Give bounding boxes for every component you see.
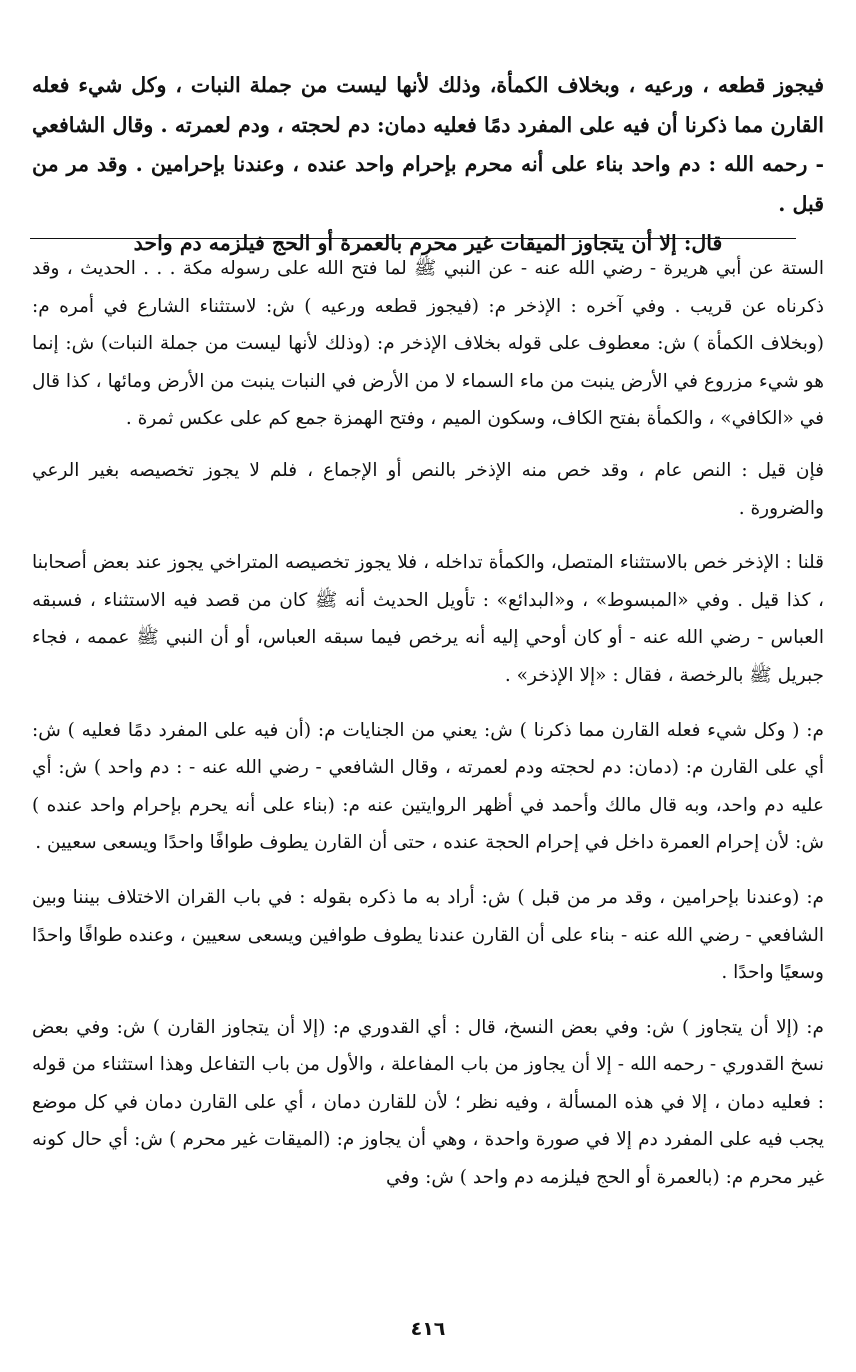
commentary-paragraph-6: م: (إلا أن يتجاوز ) ش: وفي بعض النسخ، قال : أي القدوري م: (إلا أن يتجاوز القارن ) ش: وفي بعض نسخ القدوري - رحمه الله - إلا أن يجاوز من باب المفاعلة ، والأول من باب التفاعل وهذا استثناء من قوله : فعليه دمان ، إلا في هذه المسألة ، وفيه نظر ؛ لأن للقارن دمان ، أي على القارن دمان في كل موضع يجب فيه على المفرد دم إلا في صورة واحدة ، وهي أن يجاوز م: (الميقات غير محرم ) ش: أي حال كونه غير محرم م: (بالعمرة أو الحج فيلزمه دم واحد ) ش: وفي xyxy=(32,1016,824,1189)
commentary-paragraph-2: فإن قيل : النص عام ، وقد خص منه الإذخر بالنص أو الإجماع ، فلم لا يجوز تخصيصه بغير الرعي والضرورة . xyxy=(32,459,824,519)
main-text-block xyxy=(32,66,824,264)
commentary-paragraph-4: م: ( وكل شيء فعله القارن مما ذكرنا ) ش: يعني من الجنايات م: (أن فيه على المفرد دمًا فعليه ) ش: أي على القارن م: (دمان: دم لحجته ودم لعمرته ، وقال الشافعي - رضي الله عنه - : دم واحد ) ش: أي عليه دم واحد، وبه قال مالك وأحمد في أظهر الروايتين عنه م: (بناء على أنه يحرم بإحرام واحد عنده ) ش: لأن إحرام العمرة داخل في إحرام الحجة عنده ، حتى أن القارن يطوف طوافًا واحدًا ويسعى سعيين . xyxy=(32,719,824,854)
page-number: ٤١٦ xyxy=(410,1318,446,1340)
commentary-block xyxy=(32,250,824,1214)
commentary-paragraph-3: قلنا : الإذخر خص بالاستثناء المتصل، والكمأة تداخله ، فلا يجوز تخصيصه المتراخي يجوز عند بعض أصحابنا ، كذا قيل . وفي «المبسوط» ، و«البدائع» : تأويل الحديث أنه ﷺ كان من قصد فيه الاستثناء ، فسبقه العباس - رضي الله عنه - أو كان أوحي إليه أنه يرخص فيما سبقه العباس، أو أن النبي ﷺ عممه ، فجاء جبريل ﷺ بالرخصة ، فقال : «إلا الإذخر» . xyxy=(32,552,824,686)
section-divider xyxy=(30,238,796,239)
commentary-paragraph-5: م: (وعندنا بإحرامين ، وقد مر من قبل ) ش: أراد به ما ذكره بقوله : في باب القران الاختلاف بيننا وبين الشافعي - رضي الله عنه - بناء على أن القارن عندنا يطوف طوافين ويسعى سعيين ، وعنده طوافًا واحدًا وسعيًا واحدًا . xyxy=(32,886,824,984)
main-text-paragraph: فيجوز قطعه ، ورعيه ، وبخلاف الكمأة، وذلك لأنها ليست من جملة النبات ، وكل شيء فعله القارن مما ذكرنا أن فيه على المفرد دمًا فعليه دمان: دم لحجته ، ودم لعمرته . وقال الشافعي - رحمه الله : دم واحد بناء على أنه محرم بإحرام واحد عنده ، وعندنا بإحرامين . وقد مر من قبل . xyxy=(32,73,824,216)
commentary-paragraph-1: الستة عن أبي هريرة - رضي الله عنه - عن النبي ﷺ لما فتح الله على رسوله مكة . . . الحديث ، وقد ذكرناه عن قريب . وفي آخره : الإذخر م: (فيجوز قطعه ورعيه ) ش: لاستثناء الشارع في أمره م: (وبخلاف الكمأة ) ش: معطوف على قوله بخلاف الإذخر م: (وذلك لأنها ليست من جملة النبات) ش: إنما هو شيء مزروع في الأرض ينبت من ماء السماء لا من الأرض في النبات ينبت من الأرض ومائها ، كذا قال في «الكافي» ، والكمأة بفتح الكاف، وسكون الميم ، وفتح الهمزة جمع كم على عكس ثمرة . xyxy=(32,258,824,430)
main-text-rule: قال: إلا أن يتجاوز الميقات غير محرم بالعمرة أو الحج فيلزمه دم واحد xyxy=(133,231,723,255)
